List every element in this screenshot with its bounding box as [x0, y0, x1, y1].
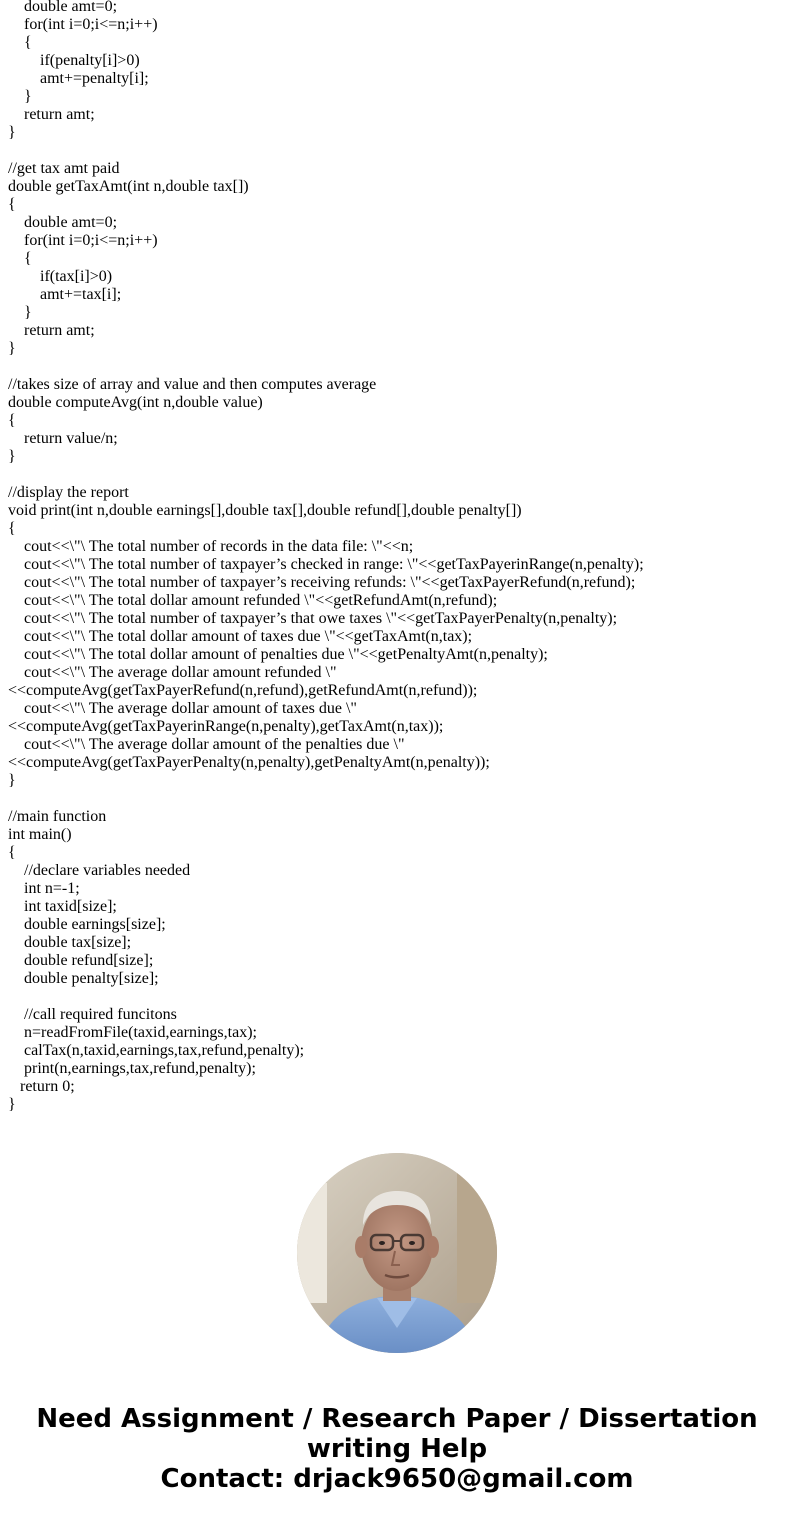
- code-line: [8, 988, 788, 1006]
- code-line: }: [8, 772, 16, 789]
- code-line: calTax(n,taxid,earnings,tax,refund,penalty);: [8, 1042, 305, 1059]
- code-line: cout<<\"\ The total number of taxpayer’s that owe taxes \"<<getTaxPayerPenalty(n,penalty);: [8, 610, 618, 627]
- code-line: for(int i=0;i<=n;i++): [8, 16, 158, 33]
- code-line: amt+=tax[i];: [8, 286, 122, 303]
- code-line: [8, 358, 788, 376]
- code-line: cout<<\"\ The average dollar amount of the penalties due \": [8, 736, 405, 753]
- code-line: if(tax[i]>0): [8, 268, 113, 285]
- code-line: if(penalty[i]>0): [8, 52, 140, 69]
- code-line: cout<<\"\ The average dollar amount of taxes due \": [8, 700, 357, 717]
- promo-line-2: writing Help: [306, 1434, 488, 1464]
- code-line: for(int i=0;i<=n;i++): [8, 232, 158, 249]
- code-line: cout<<\"\ The total number of taxpayer’s receiving refunds: \"<<getTaxPayerRefund(n,refund);: [8, 574, 636, 591]
- code-line: cout<<\"\ The total dollar amount of taxes due \"<<getTaxAmt(n,tax);: [8, 628, 473, 645]
- code-line: int main(): [8, 826, 72, 843]
- code-line: {: [8, 34, 32, 51]
- author-avatar: [297, 1153, 497, 1353]
- code-line: double computeAvg(int n,double value): [8, 394, 263, 411]
- code-line: double amt=0;: [8, 214, 118, 231]
- code-line: //main function: [8, 808, 107, 825]
- code-line: <<computeAvg(getTaxPayerinRange(n,penalty),getTaxAmt(n,tax));: [8, 718, 444, 735]
- code-line: double getTaxAmt(int n,double tax[]): [8, 178, 249, 195]
- code-line: double refund[size];: [8, 952, 154, 969]
- code-line: //call required funcitons: [8, 1006, 177, 1023]
- code-line: {: [8, 250, 32, 267]
- code-line: [8, 790, 788, 808]
- code-line: //declare variables needed: [8, 862, 191, 879]
- code-line: cout<<\"\ The total dollar amount of penalties due \"<<getPenaltyAmt(n,penalty);: [8, 646, 548, 663]
- code-line: [8, 466, 788, 484]
- code-line: }: [8, 340, 16, 357]
- code-line: }: [8, 304, 32, 321]
- code-line: double penalty[size];: [8, 970, 159, 987]
- code-line: }: [8, 124, 16, 141]
- code-line: cout<<\"\ The total number of taxpayer’s checked in range: \"<<getTaxPayerinRange(n,penalty);: [8, 556, 644, 573]
- code-line: <<computeAvg(getTaxPayerRefund(n,refund),getRefundAmt(n,refund));: [8, 682, 478, 699]
- code-line: double amt=0;: [8, 0, 118, 15]
- code-line: //get tax amt paid: [8, 160, 120, 177]
- code-line: [8, 142, 788, 160]
- code-line: return 0;: [8, 1078, 75, 1095]
- code-line: double tax[size];: [8, 934, 132, 951]
- code-line: cout<<\"\ The average dollar amount refunded \": [8, 664, 337, 681]
- code-line: void print(int n,double earnings[],double tax[],double refund[],double penalty[]): [8, 502, 522, 519]
- code-line: {: [8, 196, 16, 213]
- code-line: int n=-1;: [8, 880, 80, 897]
- code-line: {: [8, 412, 16, 429]
- code-line: return amt;: [8, 322, 95, 339]
- code-line: n=readFromFile(taxid,earnings,tax);: [8, 1024, 257, 1041]
- code-line: }: [8, 448, 16, 465]
- code-line: }: [8, 1096, 16, 1113]
- code-line: {: [8, 844, 16, 861]
- code-line: {: [8, 520, 16, 537]
- code-line: double earnings[size];: [8, 916, 166, 933]
- code-line: //takes size of array and value and then computes average: [8, 376, 377, 393]
- code-listing: [8, 0, 788, 1114]
- promo-banner: [0, 1404, 794, 1494]
- author-portrait-image: [297, 1153, 497, 1353]
- promo-contact: Contact: drjack9650@gmail.com: [160, 1464, 634, 1494]
- code-line: }: [8, 88, 32, 105]
- code-line: //display the report: [8, 484, 129, 501]
- code-line: cout<<\"\ The total number of records in the data file: \"<<n;: [8, 538, 414, 555]
- code-line: amt+=penalty[i];: [8, 70, 149, 87]
- code-line: cout<<\"\ The total dollar amount refunded \"<<getRefundAmt(n,refund);: [8, 592, 498, 609]
- code-line: <<computeAvg(getTaxPayerPenalty(n,penalty),getPenaltyAmt(n,penalty));: [8, 754, 490, 771]
- code-line: return amt;: [8, 106, 95, 123]
- code-line: return value/n;: [8, 430, 118, 447]
- promo-line-1: Need Assignment / Research Paper / Dissertation: [36, 1404, 758, 1434]
- code-line: int taxid[size];: [8, 898, 117, 915]
- code-line: print(n,earnings,tax,refund,penalty);: [8, 1060, 256, 1077]
